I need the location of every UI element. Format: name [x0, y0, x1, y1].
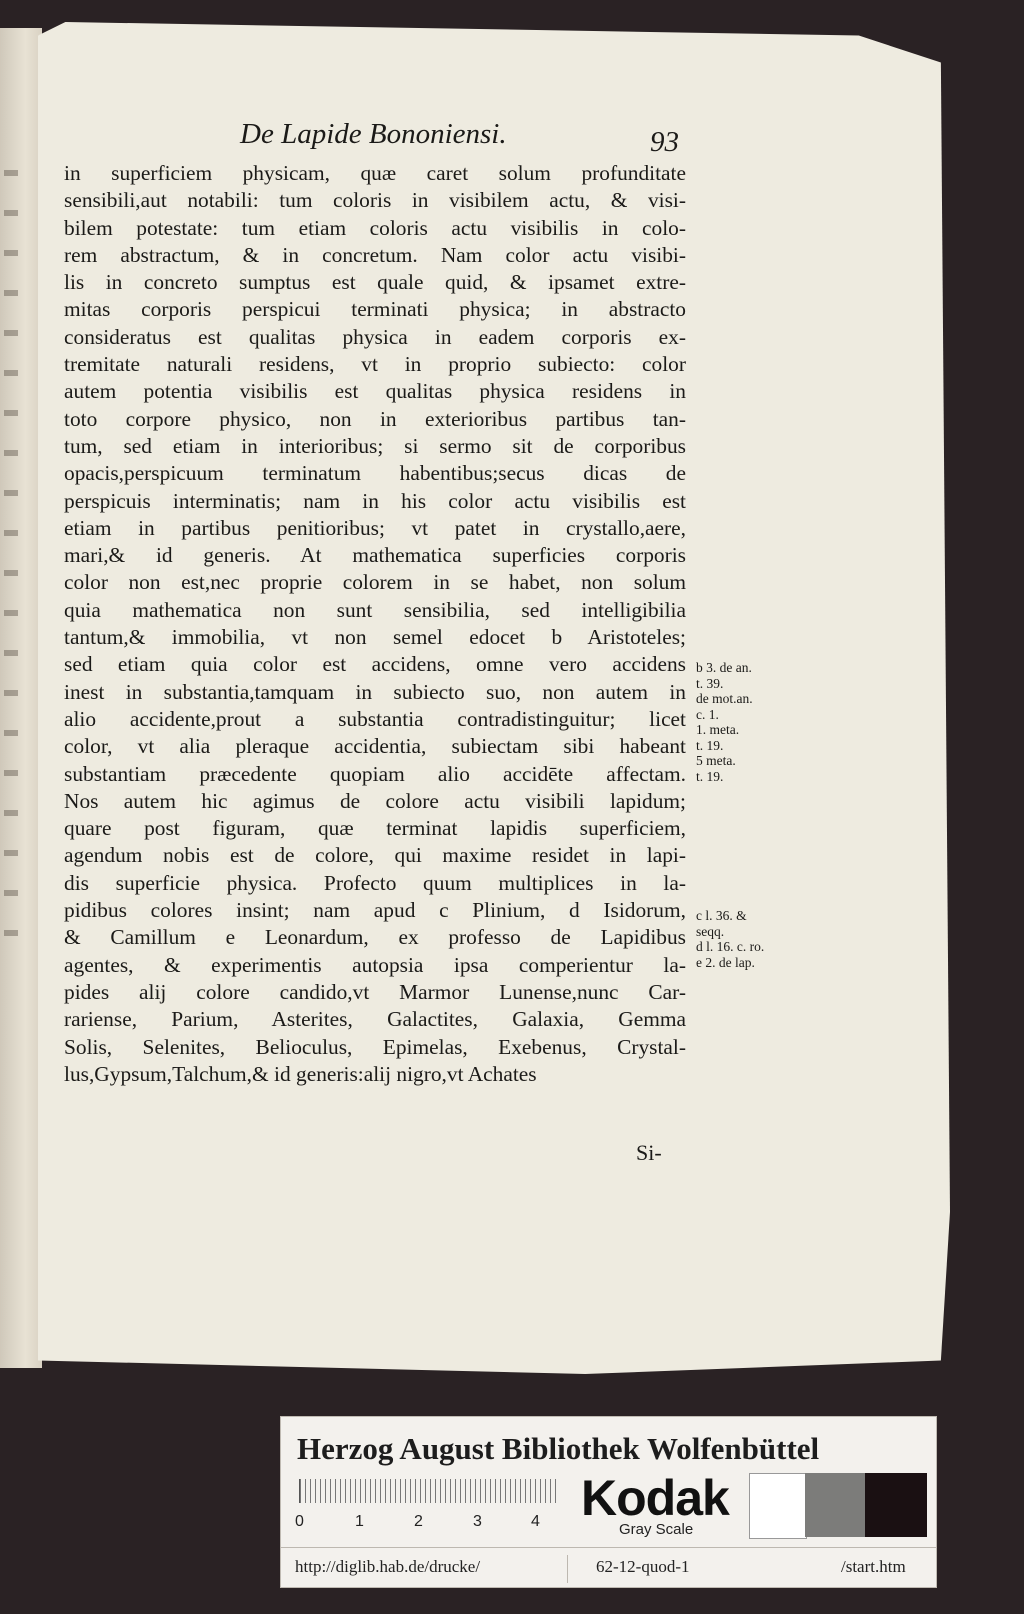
marginal-note: c l. 36. & [696, 908, 747, 923]
text-line: dis superficie physica. Profecto quum multiplices in la- [64, 870, 686, 895]
text-line: mitas corporis perspicui terminati physica; in abstracto [64, 297, 686, 322]
text-line: tremitate naturali residens, vt in proprio subiecto: color [64, 352, 686, 377]
marginal-note [696, 893, 780, 909]
white-swatch [749, 1473, 807, 1539]
source-url[interactable]: http://diglib.hab.de/drucke/ [295, 1557, 481, 1576]
scale-ruler [299, 1479, 560, 1503]
kodak-logo: Kodak [581, 1470, 729, 1526]
text-line: inest in substantia,tamquam in subiecto suo, non autem in [64, 679, 686, 704]
facing-page-bleed [4, 150, 18, 950]
marginal-note [696, 784, 780, 800]
marginal-note [696, 877, 780, 893]
text-line: Solis, Selenites, Belioculus, Epimelas, Exebenus, Crystal- [64, 1034, 686, 1059]
text-line: consideratus est qualitas physica in eadem corporis ex- [64, 324, 686, 349]
marginal-note: t. 19. [696, 768, 724, 784]
marginal-note: 5 meta. [696, 753, 736, 768]
catchword: Si- [636, 1140, 662, 1165]
text-line: tum, sed etiam in interioribus; si sermo sit de corporibus [64, 433, 686, 458]
text-line: quia mathematica non sunt sensibilia, sed intelligibilia [64, 597, 686, 622]
marginal-note [696, 846, 780, 862]
text-line: rem abstractum, & in concretum. Nam color actu visibi- [64, 242, 686, 267]
text-line: lus,Gypsum,Talchum,& id generis:alij nigro,vt Achates [64, 1061, 537, 1086]
running-head: De Lapide Bononiensi. [240, 118, 507, 150]
library-name: Herzog August Bibliothek Wolfenbüttel [297, 1431, 820, 1466]
text-line: etiam in partibus penitioribus; vt patet in crystallo,aere, [64, 515, 686, 540]
text-line: color non est,nec proprie colorem in se habet, non solum [64, 570, 686, 595]
text-line: perspicuis interminatis; nam in his color actu visibilis est [64, 488, 686, 513]
marginal-note: 1. meta. [696, 722, 740, 737]
marginal-note: seqq. [696, 923, 725, 939]
text-line: tantum,& immobilia, vt non semel edocet b Aristoteles; [64, 625, 686, 650]
marginal-note [696, 815, 780, 831]
text-line: agentes, & experimentis autopsia ipsa comperientur la- [64, 952, 686, 977]
marginal-note: t. 19. [696, 737, 724, 753]
ruler-number: 0 [295, 1513, 304, 1530]
ruler-number: 1 [355, 1513, 364, 1530]
gray-scale-label: Gray Scale [619, 1521, 694, 1538]
text-line: Nos autem hic agimus de colore actu visibili lapidum; [64, 788, 686, 813]
marginal-note: e 2. de lap. [696, 954, 755, 970]
text-line: agendum nobis est de colore, qui maxime residet in lapi- [64, 843, 686, 868]
card-divider [281, 1547, 936, 1548]
card-divider-vertical [567, 1555, 568, 1583]
text-line: mari,& id generis. At mathematica superficies corporis [64, 543, 686, 568]
text-line: quare post figuram, quæ terminat lapidis superficiem, [64, 816, 686, 841]
text-line: pidibus colores insint; nam apud c Plinium, d Isidorum, [64, 898, 686, 923]
text-line: color, vt alia pleraque accidentia, subiectam sibi habeant [64, 734, 686, 759]
text-line: toto corpore physico, non in exterioribus partibus tan- [64, 406, 686, 431]
start-link[interactable]: /start.htm [841, 1557, 906, 1576]
text-line: lis in concreto sumptus est quale quid, & ipsamet extre- [64, 270, 686, 295]
ruler-number: 4 [531, 1513, 540, 1530]
text-line: in superficiem physicam, quæ caret solum profunditate [64, 161, 686, 185]
body-text [64, 160, 686, 1088]
text-line: autem potentia visibilis est qualitas physica residens in [64, 379, 686, 404]
marginal-note: d l. 16. c. ro. [696, 939, 765, 954]
marginal-note: b 3. de an. [696, 660, 752, 675]
color-reference-card [280, 1416, 937, 1588]
marginal-note: c. 1. [696, 706, 719, 722]
gray-swatch [805, 1473, 865, 1537]
black-swatch [865, 1473, 927, 1537]
marginal-note: t. 39. [696, 675, 724, 691]
marginal-note [696, 831, 780, 847]
ruler-number: 3 [473, 1513, 482, 1530]
text-line: sed etiam quia color est accidens, omne vero accidens [64, 652, 686, 677]
page-number: 93 [650, 126, 679, 158]
text-line: bilem potestate: tum etiam coloris actu visibilis in colo- [64, 215, 686, 240]
marginal-note [696, 800, 780, 816]
text-line: opacis,perspicuum terminatum habentibus;secus dicas de [64, 461, 686, 486]
text-line: pides alij colore candido,vt Marmor Lunense,nunc Car- [64, 979, 686, 1004]
text-line: & Camillum e Leonardum, ex professo de Lapidibus [64, 925, 686, 950]
text-line: substantiam præcedente quopiam alio accidēte affectam. [64, 761, 686, 786]
shelfmark: 62-12-quod-1 [596, 1557, 690, 1576]
marginal-notes [696, 660, 780, 970]
text-line: alio accidente,prout a substantia contradistinguitur; licet [64, 706, 686, 731]
marginal-note [696, 862, 780, 878]
text-line: sensibili,aut notabili: tum coloris in visibilem actu, & visi- [64, 188, 686, 213]
ruler-number: 2 [414, 1513, 423, 1530]
marginal-note: de mot.an. [696, 691, 753, 706]
text-line: rariense, Parium, Asterites, Galactites, Galaxia, Gemma [64, 1007, 686, 1032]
